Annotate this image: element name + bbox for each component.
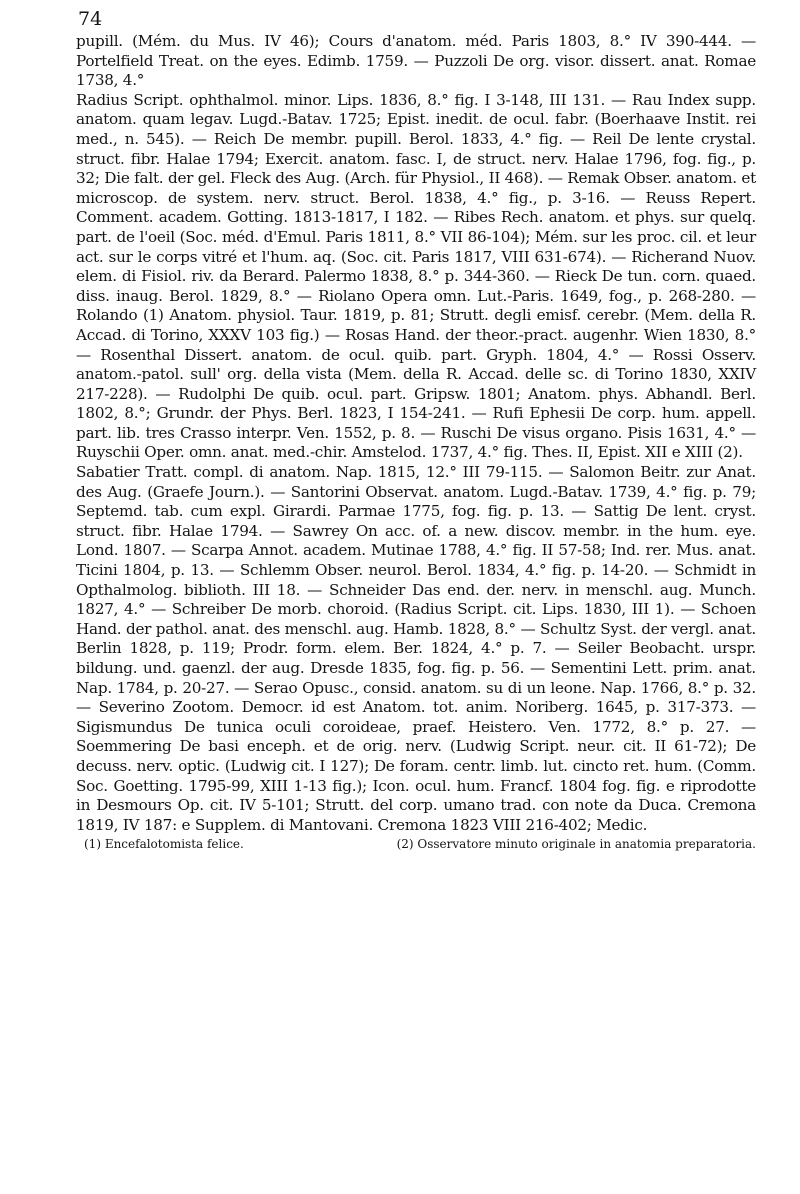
paragraph-2: Radius Script. ophthalmol. minor. Lips. 1836, 8.° fig. I 3-148, III 131. — Rau Index supp. anatom. quam legav. Lugd.-Batav. 1725; Epist. inedit. de ocul. fabr. (Boerhaave Instit. rei med., n. 545). — Reich De membr. pupill. Berol. 1833, 4.° fig. — Reil De lente crystal. struct. fibr. Halae 1794; Exercit. anatom. fasc. I, de struct. nerv. Halae 1796, fog. fig., p. 32; Die falt. der gel. Fleck des Aug. (Arch. für Physiol., II 468). — Remak Obser. anatom. et microscop. de system. nerv. struct. Berol. 1838, 4.° fig., p. 3-16. — Reuss Repert. Comment. academ. Gotting. 1813-1817, I 182. — Ribes Rech. anatom. et phys. sur quelq. part. de l'oeil (Soc. méd. d'Emul. Paris 1811, 8.° VII 86-104); Mém. sur les proc. cil. et leur act. sur le corps vitré et l'hum. aq. (Soc. cit. Paris 1817, VIII 631-674). — Richerand Nuov. elem. di Fisiol. riv. da Berard. Palermo 1838, 8.° p. 344-360. — Rieck De tun. corn. quaed. diss. inaug. Berol. 1829, 8.° — Riolano Opera omn. Lut.-Paris. 1649, fog., p. 268-280. — Rolando (1) Anatom. physiol. Taur. 1819, p. 81; Strutt. degli emisf. cerebr. (Mem. della R. Accad. di Torino, XXXV 103 fig.) — Rosas Hand. der theor.-pract. augenhr. Wien 1830, 8.° — Rosenthal Dissert. anatom. de ocul. quib. part. Gryph. 1804, 4.° — Rossi Osserv. anatom.-patol. sull' org. della vista (Mem. della R. Accad. delle sc. di Torino 1830, XXIV 217-228). — Rudolphi De quib. ocul. part. Gripsw. 1801; Anatom. phys. Abhandl. Berl. 1802, 8.°; Grundr. der Phys. Berl. 1823, I 154-241. — Rufi Ephesii De corp. hum. appell. part. lib. tres Crasso interpr. Ven. 1552, p. 8. — Ruschi De visus organo. Pisis 1631, 4.° — Ruyschii Oper. omn. anat. med.-chir. Amstelod. 1737, 4.° fig. Thes. II, Epist. XII e XIII (2). [76,90,756,462]
paragraph-1: pupill. (Mém. du Mus. IV 46); Cours d'anatom. méd. Paris 1803, 8.° IV 390-444. — Portelfield Treat. on the eyes. Edimb. 1759. — Puzzoli De org. visor. dissert. anat. Romae 1738, 4.° [76,32,756,90]
footnote-2: (2) Osservatore minuto originale in anatomia preparatoria. [396,837,756,852]
footnotes [76,837,756,852]
footnote-1: (1) Encefalotomista felice. [84,837,244,852]
paragraph-3: Sabatier Tratt. compl. di anatom. Nap. 1815, 12.° III 79-115. — Salomon Beitr. zur Anat. des Aug. (Graefe Journ.). — Santorini Observat. anatom. Lugd.-Batav. 1739, 4.° fig. p. 79; Septemd. tab. cum expl. Girardi. Parmae 1775, fog. fig. p. 13. — Sattig De lent. cryst. struct. fibr. Halae 1794. — Sawrey On acc. of. a new. discov. membr. in the hum. eye. Lond. 1807. — Scarpa Annot. academ. Mutinae 1788, 4.° fig. II 57-58; Ind. rer. Mus. anat. Ticini 1804, p. 13. — Schlemm Obser. neurol. Berol. 1834, 4.° fig. p. 14-20. — Schmidt in Opthalmolog. biblioth. III 18. — Schneider Das end. der. nerv. in menschl. aug. Munch. 1827, 4.° — Schreiber De morb. choroid. (Radius Script. cit. Lips. 1830, III 1). — Schoen Hand. der pathol. anat. des menschl. aug. Hamb. 1828, 8.° — Schultz Syst. der vergl. anat. Berlin 1828, p. 119; Prodr. form. elem. Ber. 1824, 4.° p. 7. — Seiler Beobacht. urspr. bildung. und. gaenzl. der aug. Dresde 1835, fog. fig. p. 56. — Sementini Lett. prim. anat. Nap. 1784, p. 20-27. — Serao Opusc., consid. anatom. su di un leone. Nap. 1766, 8.° p. 32. — Severino Zootom. Democr. id est Anatom. tot. anim. Noriberg. 1645, p. 317-373. — Sigismundus De tunica oculi coroideae, praef. Heistero. Ven. 1772, 8.° p. 27. — Soemmering De basi enceph. et de orig. nerv. (Ludwig Script. neur. cit. II 61-72); De decuss. nerv. optic. (Ludwig cit. I 127); De foram. centr. limb. lut. cincto ret. hum. (Comm. Soc. Goetting. 1795-99, XIII 1-13 fig.); Icon. ocul. hum. Francf. 1804 fog. fig. e riprodotte in Desmours Op. cit. IV 5-101; Strutt. del corp. umano trad. con note da Duca. Cremona 1819, IV 187: e Supplem. di Mantovani. Cremona 1823 VIII 216-402; Medic. [76,463,756,834]
body-text [76,32,756,835]
page-number: 74 [78,8,103,30]
